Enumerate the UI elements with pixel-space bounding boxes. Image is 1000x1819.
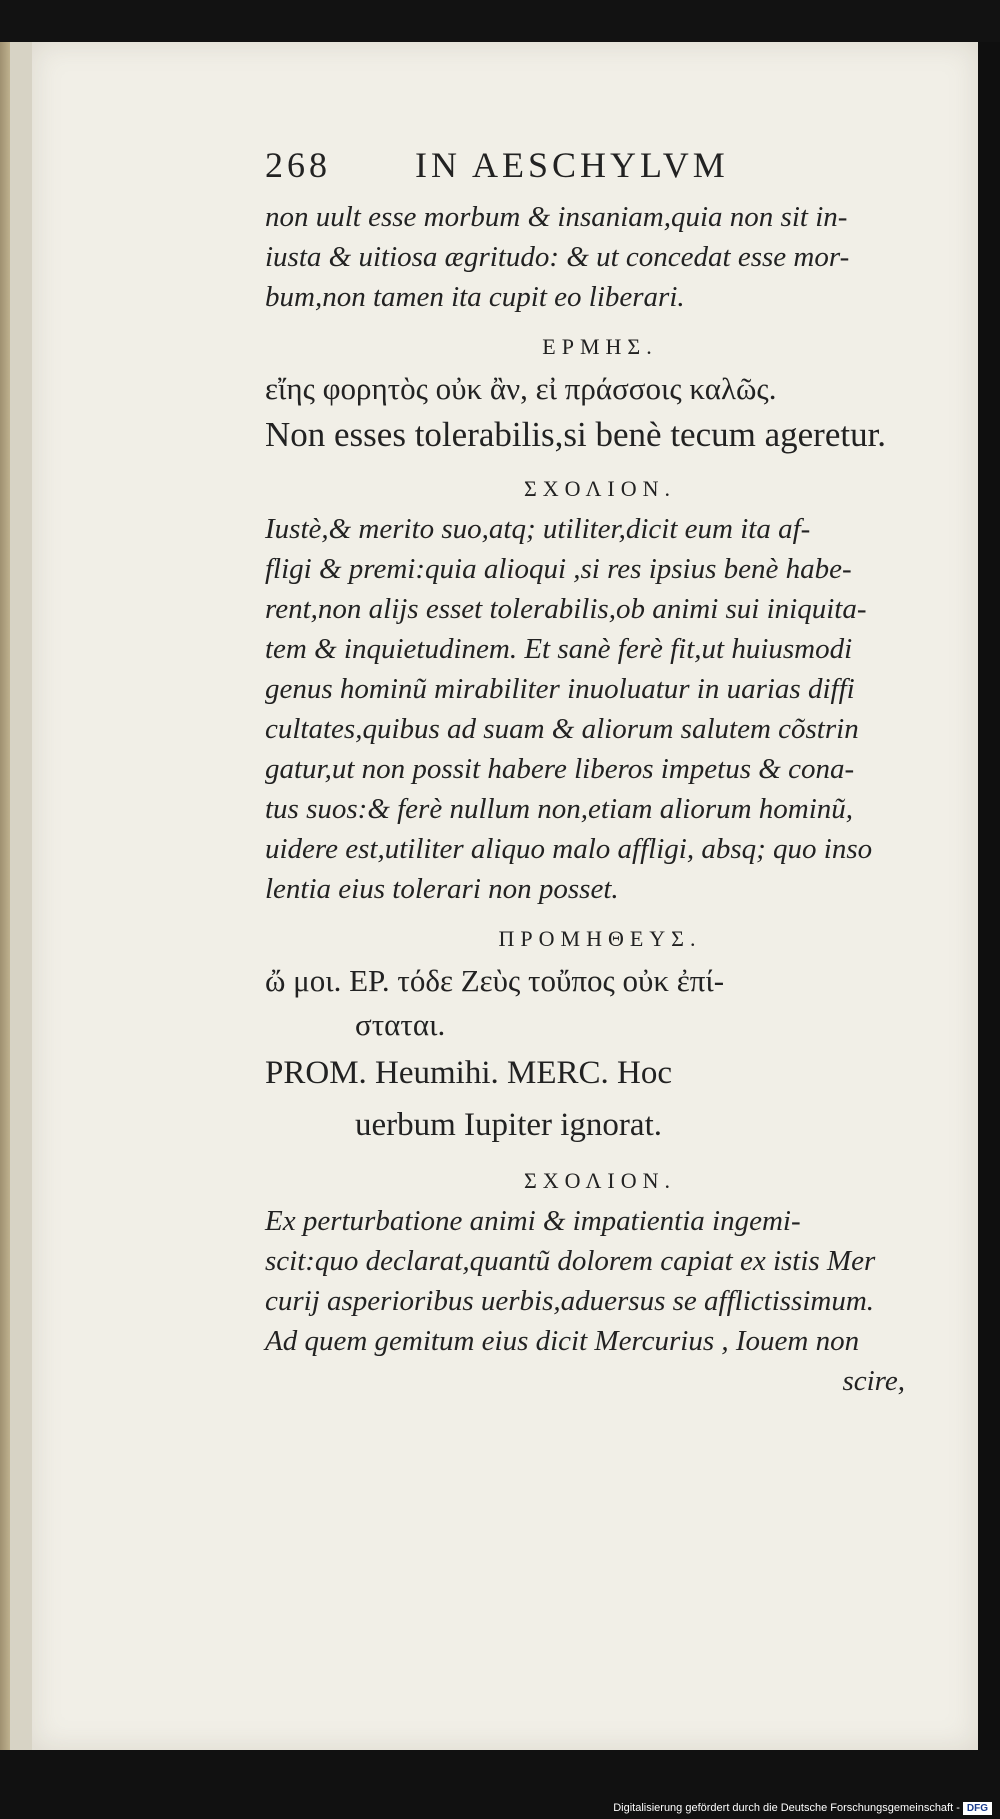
text-line: bum,non tamen ita cupit eo liberari. [265,281,685,313]
greek-verse: ὤ μοι. ΕΡ. τόδε Ζεὺς τοὔπος οὐκ ἐπί- [265,963,725,998]
text-line: cultates,quibus ad suam & aliorum salutem cõstrin [265,713,859,745]
funding-credit [613,1802,992,1815]
text-line: curij asperioribus uerbis,aduersus se afflictissimum. [265,1285,875,1317]
text-line: iusta & uitiosa ægritudo: & ut concedat esse mor- [265,241,850,273]
text-line: Ex perturbatione animi & impatientia ingemi- [265,1205,801,1237]
scholion-paragraph [265,1201,935,1361]
latin-translation: PROM. Heumihi. MERC. Hoc [265,1055,673,1091]
text-line: scit:quo declarat,quantũ dolorem capiat ex istis Mer [265,1245,876,1277]
scholion-heading: ΣΧΟΛΙΟΝ. [523,476,677,501]
footer-band [0,1750,1000,1819]
top-scan-border [0,0,1000,42]
speaker-heading-hermes: ΕΡΜΗΣ. [542,334,658,359]
page-number: 268 [265,145,331,185]
scholion-heading: ΣΧΟΛΙΟΝ. [523,1168,677,1193]
text-line: fligi & premi:quia alioqui ,si res ipsius benè habe- [265,553,852,585]
greek-verse-continuation: σταται. [355,1007,446,1042]
text-line: tem & inquietudinem. Et sanè ferè fit,ut huiusmodi [265,633,853,665]
text-line: lentia eius tolerari non posset. [265,873,619,905]
text-line: Iustè,& merito suo,atq; utiliter,dicit eum ita af- [265,513,811,545]
funding-credit-text: Digitalisierung gefördert durch die Deutsche Forschungsgemeinschaft - [613,1802,960,1814]
running-title: IN AESCHYLVM [415,145,729,185]
text-line: gatur,ut non possit habere liberos impetus & cona- [265,753,855,785]
text-line: Ad quem gemitum eius dicit Mercurius , Iouem non [265,1325,860,1357]
catchword: scire, [842,1365,905,1397]
running-header [265,145,935,197]
page-text [265,145,935,1401]
text-line: uidere est,utiliter aliquo malo affligi, absq; quo inso [265,833,873,865]
text-line: non uult esse morbum & insaniam,quia non sit in- [265,201,848,233]
latin-translation: Non esses tolerabilis,si benè tecum ageretur. [265,415,887,454]
intro-paragraph [265,197,935,317]
text-line: rent,non alijs esset tolerabilis,ob animi sui iniquita- [265,593,867,625]
scholion-paragraph [265,509,935,909]
greek-verse: εἴης φορητὸς οὐκ ἂν, εἰ πράσσοις καλῶς. [265,371,777,406]
text-line: genus hominũ mirabiliter inuoluatur in uarias diffi [265,673,855,705]
speaker-heading-prometheus: ΠΡΟΜΗΘΕΥΣ. [498,926,702,951]
text-line: tus suos:& ferè nullum non,etiam aliorum hominũ, [265,793,854,825]
dfg-logo: DFG [963,1802,992,1815]
latin-translation-continuation: uerbum Iupiter ignorat. [355,1107,662,1143]
